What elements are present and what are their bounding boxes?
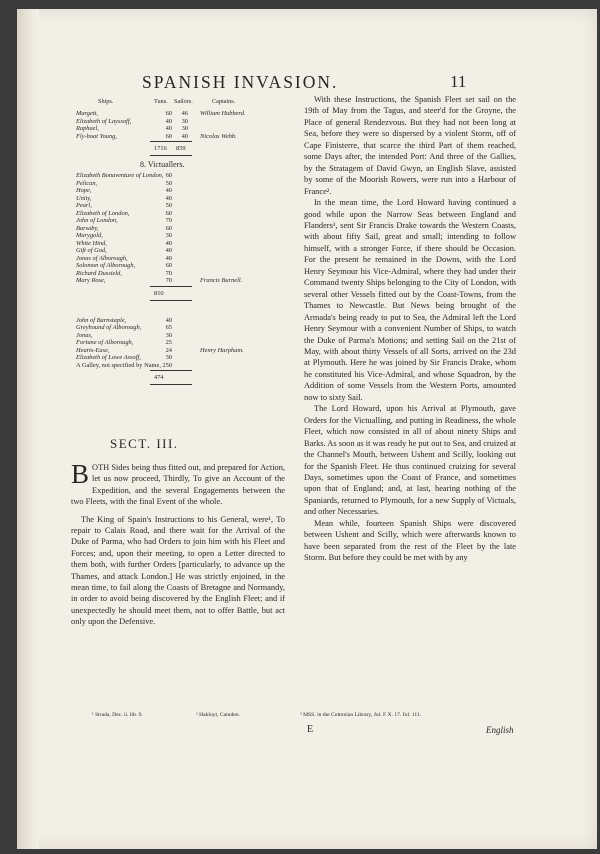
table-row: Pelican, 50: [76, 179, 172, 187]
table-row: Barsaby, 60: [76, 224, 172, 232]
table-row: A Galley, not specified by Name, 250: [76, 361, 172, 369]
table-row: Fly-boat Young, 60 40 Nicolas Webb.: [76, 132, 237, 140]
signature-mark: E: [307, 724, 314, 735]
paragraph: The King of Spain's Instructions to his General, were¹, To repair to Calais Road, and there wait for the Arrival of the Duke of Parma, who had Orders to join him with his Fleet and Forces; and, upon their meeting, to open a Letter directed to them both, with further Orders [particularly, to advance up the Thames, and attack London.] He was strictly enjoined, in the mean time, to fail along the Coasts of Bretagne and Normandy, in order to avoid being discovered by the English Fleet; and if unexpectedly he should meet them, not to offer Battle, but act only upon the Defensive.: [71, 514, 285, 627]
col-captains: Captains.: [212, 98, 236, 105]
section-c-total: 474: [154, 374, 164, 381]
table-row: Richard Dussield, 70: [76, 269, 172, 277]
footnote: ¹ Strada, Dec. ii. lib. 9.: [92, 712, 143, 718]
rule-line: [72, 299, 298, 303]
table-row: Elizabeth of London, 60: [76, 209, 172, 217]
table-row: Jonas, 30: [76, 331, 172, 339]
table-row: White Hind, 40: [76, 239, 172, 247]
left-body-text: [71, 459, 285, 634]
table-row: Unity, 40: [76, 194, 172, 202]
table-row: Solomon of Alborough, 60: [76, 262, 172, 269]
table-row: Hearts-Ease, 24 Henry Harpham.: [76, 346, 244, 354]
table-row: John of London, 70: [76, 217, 172, 224]
paragraph: In the mean time, the Lord Howard having continued a good while upon the Narrow Seas between England and Flanders³, sent Sir Francis Drake towards the Western Coasts, with about fifty Sail, great and small; intending to follow himself, with a stronger Force, if there should be Occasion. For the present he remained in the Downs, with the Lord Henry Seymour his Vice-Admiral, where they had under their Command twenty Ships belonging to the City of London, with several other Vessels fitted out by the Coast-Towns, from the Thames to Newcastle. But News being brought of the Armada's being ready to put to Sea, the Admiral left the Lord Henry Seymour with a convenient Number of Ships, to watch the Duke of Parma's Motions; and setting Sail on the 21st of May, with about thirty Vessels of all Sorts, arrived on the 23d at Plymouth. Here he was joined by Sir Francis Drake, whom he constituted his Vice-Admiral, and whose Squadron, by the Addition of some Vessels from the Western Ports, amounted now to sixty Sail.: [304, 198, 516, 402]
section-heading: SECT. III.: [110, 436, 179, 451]
table-row: Elizabeth Bonaventure of London, 60: [76, 172, 172, 179]
paragraph: Mean while, fourteen Spanish Ships were discovered between Ushent and Scilly, which were afterwards known to have been separated from the rest of the Fleet by the late Storm. But before they could be met with by any: [304, 518, 516, 563]
table-row: Mary Rose, 70 Francis Burnell.: [76, 277, 243, 284]
victuallers-total: 810: [154, 289, 164, 297]
table-row: Greyhound of Alborough, 65: [76, 324, 172, 331]
footnote: ³ MSS. in the Cottonian Library, Jul. F X. 17. fol. 111.: [300, 712, 422, 718]
table-row: Pearl, 50: [76, 202, 172, 209]
table-row: John of Barnstaple, 40: [76, 316, 172, 324]
paragraph: The Lord Howard, upon his Arrival at Plymouth, gave Orders for the Victualling, and putting in Readiness, the whole Fleet, which now consisted in all of about ninety Ships and Barks. As soon as it was ready he put out to Sea, and cruized at the Channel's Mouth, between Ushent and Scilly, looking out for the Spanish Fleet. He thus continued cruizing for several Days, sometimes upon the Coast of France, and sometimes upon that of England; and, at last, hearing nothing of the Spaniards, returned to Plymouth, for a new Supply of Victuals, and other Necessaries.: [304, 404, 516, 517]
col-ships: Ships.: [98, 98, 114, 105]
paragraph: With these Instructions, the Spanish Fleet set sail on the 19th of May from the Tagus, and steer'd for the Groyne, the Place of general Rendezvous. But they had not been long at Sea, before they were so dispersed by a violent Storm, off of Cape Finisterre, that scarce the third Part of them reached, some Days after, the intended Port: And three of the Gallies, by the Stratagem of David Gwyn, an English Slave, assisted by some of the Moorish Rowers, were run into a Harbour of France².: [304, 95, 516, 196]
table-row: Marygold, 30: [76, 232, 172, 239]
paragraph: BOTH Sides being thus fitted out, and prepared for Action, let us now proceed, Thirdly, To give an Account of the Expedition, and the several Engagements between the two Fleets, with the final Event of the whole.: [71, 459, 285, 507]
table-row: Hope, 40: [76, 187, 172, 194]
catchword: English: [486, 725, 514, 735]
table-row: Jonas of Alborough, 40: [76, 254, 172, 262]
page-gutter: [17, 9, 39, 849]
running-head: SPANISH INVASION.: [142, 72, 339, 92]
footnote: ² Hakluyt, Camden.: [196, 712, 240, 718]
victuallers-heading: 8. Victuallers.: [140, 160, 185, 169]
table-row: Fortune of Alborough, 25: [76, 339, 172, 346]
col-sailors: Sailors.: [174, 98, 193, 105]
section-a-totals: 1716 859: [154, 145, 186, 152]
victuallers-rows: [72, 172, 298, 285]
section-c-rows: [72, 317, 298, 370]
table-row: Elizabeth of Lowe Assoff, 30: [76, 354, 172, 361]
drop-cap: B: [71, 459, 90, 489]
page-number: 11: [450, 72, 467, 91]
table-header: [72, 98, 298, 110]
fleet-table: [72, 98, 298, 387]
table-row: Elizabeth of Layssoff, 40 30: [76, 117, 188, 125]
table-row: Raphael, 40 30: [76, 125, 188, 132]
rule-line: [72, 383, 298, 387]
table-row: Gift of God, 40: [76, 247, 172, 254]
table-row: Margett, 60 46 William Hubberd.: [76, 110, 246, 117]
section-a-rows: [72, 110, 298, 140]
right-body-text: [304, 94, 516, 564]
col-tuns: Tuns.: [154, 98, 168, 105]
